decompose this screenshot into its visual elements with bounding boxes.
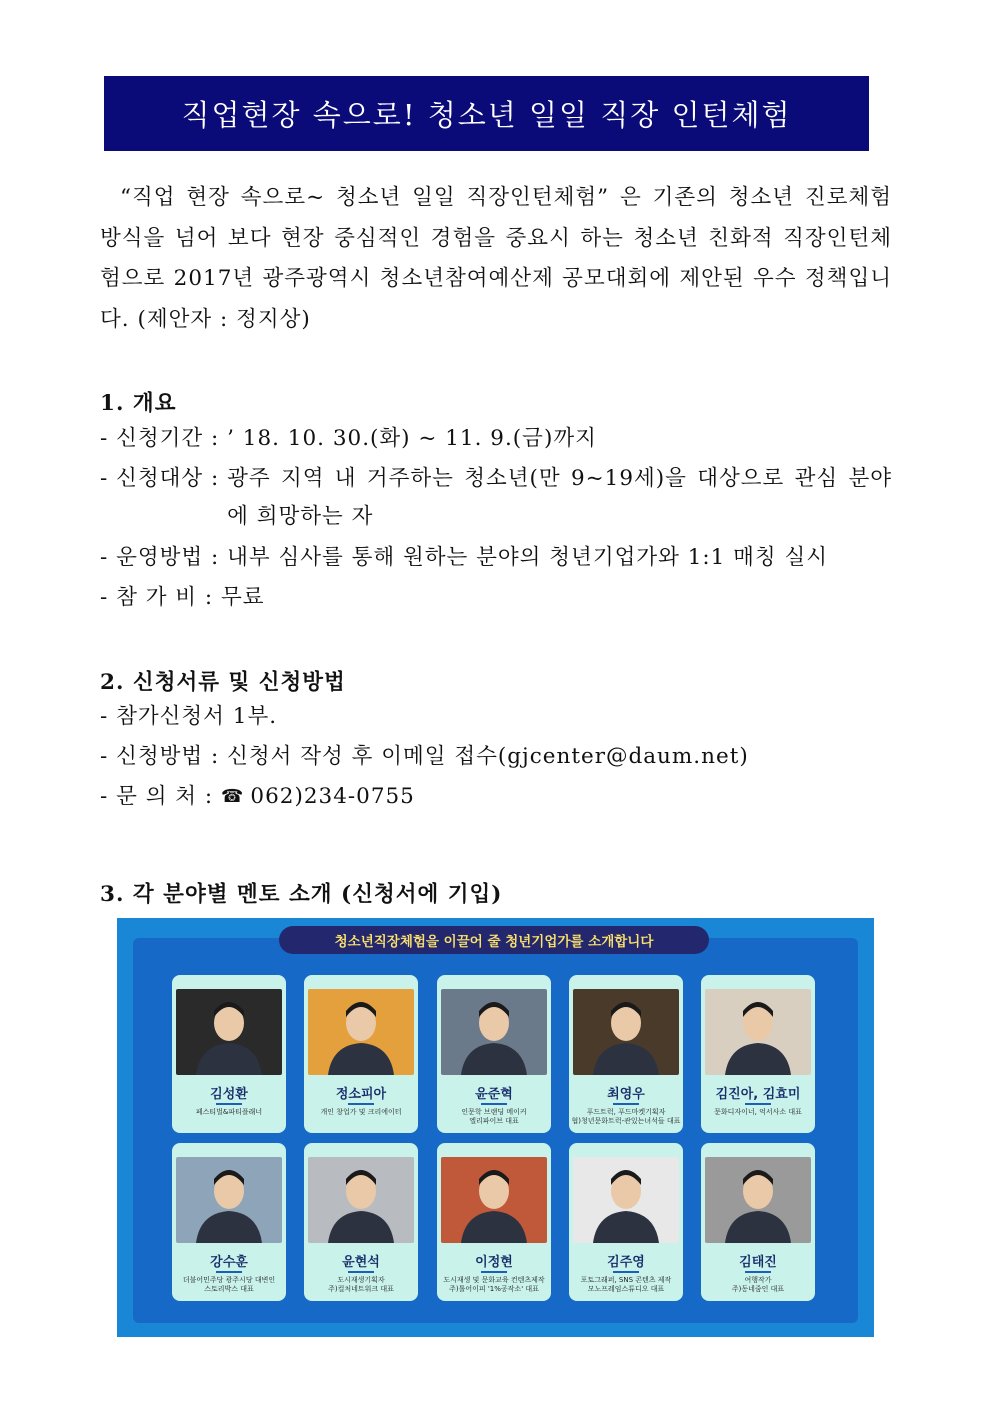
section3-heading: 3. 각 분야별 멘토 소개 (신청서에 기입) [100,882,503,907]
mentor-name: 윤현석 [342,1255,380,1270]
name-underline [613,1271,639,1273]
mentor-photo [705,989,811,1075]
documents-row: - 참가신청서 1부. [100,704,278,729]
mentor-card [172,1143,286,1301]
mentor-role: 도시재생기획자 주)컬처네트워크 대표 [328,1276,394,1293]
operation-method-row: - 운영방법 : 내부 심사를 통해 원하는 분야의 청년기업가와 1:1 매칭 실시 [100,545,829,570]
mentor-role: 개인 창업가 및 크리에이터 [320,1108,402,1116]
mentor-name: 정소피아 [335,1087,387,1102]
mentor-name: 김진아, 김효미 [715,1087,801,1102]
mentor-card [701,975,815,1133]
mentor-name: 최영우 [607,1087,645,1102]
mentor-poster [117,918,874,1337]
mentor-name: 강수훈 [210,1255,248,1270]
mentor-role: 포토그래퍼, SNS 콘텐츠 제작 모노프레임스튜디오 대표 [580,1276,672,1293]
phone-icon: ☎ [221,786,245,807]
contact-row: - 문 의 처 : ☎ 062)234-0755 [100,778,415,816]
mentor-role: 여행작가 주)동네줌인 대표 [731,1276,785,1293]
apply-period-row: - 신청기간 : ’ 18. 10. 30.(화) ~ 11. 9.(금)까지 [100,426,597,451]
mentor-photo [705,1157,811,1243]
mentor-card [172,975,286,1133]
mentor-photo [573,989,679,1075]
mentor-card [304,1143,418,1301]
mentor-name: 김태진 [739,1255,777,1270]
email-text: 신청서 작성 후 이메일 접수(gjcenter@daum.net) [227,744,749,769]
name-underline [348,1103,374,1105]
mentor-name: 윤준혁 [475,1087,513,1102]
intro-paragraph: “직업 현장 속으로~ 청소년 일일 직장인턴체험” 은 기존의 청소년 진로체험 방식을 넘어 보다 현장 중심적인 경험을 중요시 하는 청소년 친화적 직장인턴체험으로 2017년 광주광역시 청소년참여예산제 공모대회에 제안된 우수 정책입니다. (제안자 : 정지상) [100,185,892,332]
mentor-card [437,1143,551,1301]
fee-row: - 참 가 비 : 무료 [100,585,265,610]
mentor-photo [176,1157,282,1243]
section2-heading: 2. 신청서류 및 신청방법 [100,670,346,695]
page-title: 직업현장 속으로! 청소년 일일 직장 인턴체험 [104,76,869,151]
mentor-role: 문화디자이너, 억서사소 대표 [714,1108,802,1116]
mentor-photo [441,1157,547,1243]
mentor-role: 페스티벌&파티플래너 [195,1108,263,1116]
mentor-name: 김주영 [607,1255,645,1270]
poster-banner: 청소년직장체험을 이끌어 줄 청년기업가를 소개합니다 [279,926,709,954]
mentor-photo [308,989,414,1075]
mentor-photo [441,989,547,1075]
name-underline [348,1271,374,1273]
mentor-name: 김성환 [210,1087,248,1102]
mentor-role: 푸드트럭, 푸드마켓기획자 협)청년문화트럭-관있는녀석들 대표 [571,1108,681,1125]
name-underline [613,1103,639,1105]
name-underline [216,1271,242,1273]
name-underline [745,1271,771,1273]
mentor-card [304,975,418,1133]
mentor-role: 더불어민주당 광주시당 대변인 스토리박스 대표 [182,1276,276,1293]
mentor-photo [176,989,282,1075]
mentor-photo [308,1157,414,1243]
mentor-name: 이정현 [475,1255,513,1270]
apply-method-row: - 신청방법 : 신청서 작성 후 이메일 접수(gjcenter@daum.net) [100,738,749,776]
section1-heading: 1. 개요 [100,391,177,416]
mentor-card [569,975,683,1133]
mentor-role: 도시재생 및 문화교육 컨텐츠제작 주)톨어이피 '1%공작소' 대표 [443,1276,545,1293]
name-underline [481,1271,507,1273]
apply-target-row: - 신청대상 : 광주 지역 내 거주하는 청소년(만 9~19세)을 대상으로 관심 분야에 희망하는 자 [100,466,892,529]
name-underline [745,1103,771,1105]
mentor-photo [573,1157,679,1243]
mentor-card [569,1143,683,1301]
mentor-card [437,975,551,1133]
mentor-role: 인문학 브랜딩 메이커 엘리파이브 대표 [461,1108,527,1125]
name-underline [216,1103,242,1105]
mentor-card [701,1143,815,1301]
name-underline [481,1103,507,1105]
